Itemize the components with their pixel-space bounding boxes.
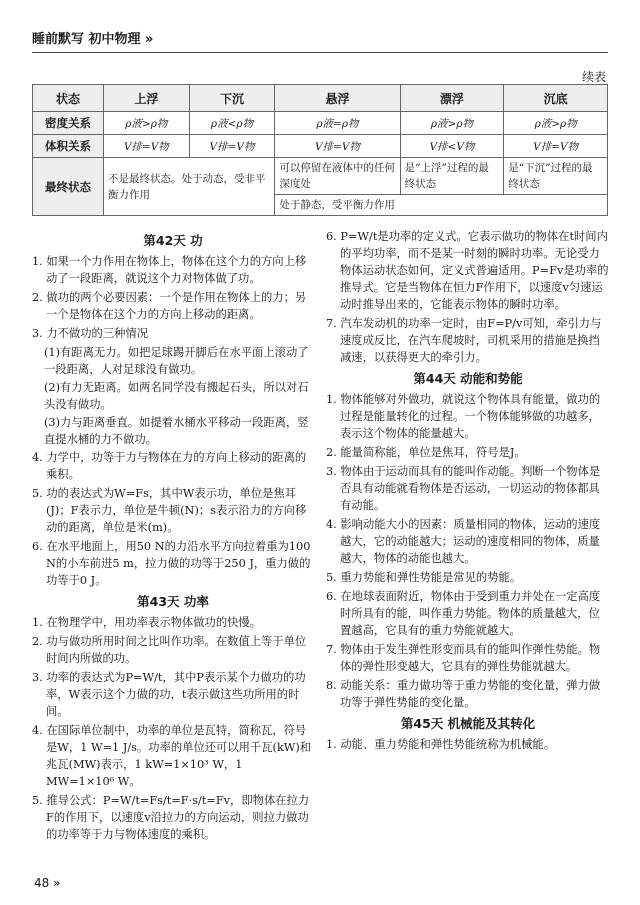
table-header: 上浮 (104, 85, 190, 112)
list-item: 6. 在地球表面附近，物体由于受到重力并处在一定高度时所具有的能，叫作重力势能。物体的质量越大，位置越高，它具有的重力势能就越大。 (326, 590, 601, 637)
right-column (326, 228, 610, 755)
list-item: 3. 功率的表达式为P=W/t，其中P表示某个力做功的功率，W表示这个力做的功，t表示做这些功所用的时间。 (32, 671, 306, 718)
sub-item: (1)有距离无力。如把足球踢开脚后在水平面上滚动了一段距离，人对足球没有做功。 (44, 346, 309, 376)
list-item: 4. 影响动能大小的因素：质量相同的物体，运动的速度越大，它的动能越大；运动的速度相同的物体，质量越大，物体的动能也越大。 (326, 518, 601, 565)
list-item: 8. 动能关系：重力做功等于重力势能的变化量，弹力做功等于弹性势能的变化量。 (326, 679, 601, 709)
continued-label: 续表 (581, 70, 606, 84)
table-row (33, 158, 608, 195)
list-item: 2. 能量简称能，单位是焦耳，符号是J。 (326, 446, 526, 459)
list-item: 1. 如果一个力作用在物体上，物体在这个力的方向上移动了一段距离，就说这个力对物体做了功。 (32, 255, 307, 285)
list-item: 6. 在水平地面上，用50 N的力沿水平方向拉着重为100 N的小车前进5 m，拉力做的功等于250 J，重力做的功等于0 J。 (32, 540, 311, 587)
table-header: 状态 (33, 85, 104, 112)
table-cell: ρ液>ρ物 (504, 112, 608, 135)
left-column (32, 228, 314, 845)
table-header: 悬浮 (275, 85, 400, 112)
section-title: 第45天 机械能及其转化 (400, 716, 536, 731)
list-item: 5. 推导公式：P=W/t=Fs/t=F·s/t=Fv，即物体在拉力F的作用下，以速度v沿拉力的方向运动，则拉力做功的功率等于力与物体速度的乘积。 (32, 794, 310, 841)
list-item: 3. 力不做功的三种情况 (32, 327, 149, 340)
list-item: 4. 力学中，功等于力与物体在力的方向上移动的距离的乘积。 (32, 451, 307, 481)
table-cell: 是“上浮”过程的最终状态 (400, 158, 504, 195)
table-header: 下沉 (189, 85, 275, 112)
sub-item: (2)有力无距离。如两名同学没有搬起石头，所以对石头没有做功。 (44, 381, 309, 411)
running-header: 睡前默写 初中物理 » (32, 32, 154, 47)
list-item: 1. 在物理学中，用功率表示物体做功的快慢。 (32, 616, 262, 629)
row-label: 密度关系 (33, 112, 104, 135)
list-item: 7. 物体由于发生弹性形变而具有的能叫作弹性势能。物体的弹性形变越大，它具有的弹性势能就越大。 (326, 643, 601, 673)
list-item: 7. 汽车发动机的功率一定时，由F=P/v可知，牵引力与速度成反比，在汽车爬坡时，司机采用的措施是换挡减速，以获得更大的牵引力。 (326, 317, 602, 364)
row-label: 体积关系 (33, 135, 104, 158)
table-cell: V排=V物 (189, 135, 275, 158)
page-number: 48 » (34, 876, 61, 890)
table-cell: V排<V物 (400, 135, 504, 158)
section-title: 第44天 动能和势能 (413, 371, 523, 386)
table-cell: V排=V物 (504, 135, 608, 158)
list-item: 2. 功与做功所用时间之比叫作功率。在数值上等于单位时间内所做的功。 (32, 635, 307, 665)
list-item: 6. P=W/t是功率的定义式。它表示做功的物体在t时间内的平均功率，而不是某一时刻的瞬时功率。无论受力物体运动状态如何，定义式普遍适用。P=Fv是功率的推导式。它是当物体在恒力F作用下，以速度v匀速运动时推导出来的，它能表示物体的瞬时功率。 (326, 230, 609, 311)
table-header: 沉底 (504, 85, 608, 112)
table-row (33, 135, 608, 158)
table-cell: ρ液>ρ物 (104, 112, 190, 135)
list-item: 4. 在国际单位制中，功率的单位是瓦特，简称瓦，符号是W，1 W=1 J/s。功率的单位还可以用千瓦(kW)和兆瓦(MW)表示，1 kW=1×10³ W，1 MW=1×10⁶ W。 (32, 724, 312, 788)
row-label: 最终状态 (33, 158, 104, 216)
list-item: 5. 功的表达式为W=Fs，其中W表示功，单位是焦耳(J)；F表示力，单位是牛顿(N)；s表示沿力的方向移动的距离，单位是米(m)。 (32, 487, 307, 534)
list-item: 1. 物体能够对外做功，就说这个物体具有能量，做功的过程是能量转化的过程。一个物体能够做的功越多，表示这个物体的能量越大。 (326, 393, 601, 440)
table-cell: 是“下沉”过程的最终状态 (504, 158, 608, 195)
table-cell: ρ液=ρ物 (275, 112, 400, 135)
table-cell: 不是最终状态。处于动态，受非平衡力作用 (104, 158, 275, 216)
table-row (33, 112, 608, 135)
table-cell: 可以停留在液体中的任何深度处 (275, 158, 400, 195)
table-cell: 处于静态，受平衡力作用 (275, 195, 608, 216)
list-item: 1. 动能、重力势能和弹性势能统称为机械能。 (326, 738, 556, 751)
table-cell: ρ液<ρ物 (189, 112, 275, 135)
section-title: 第43天 功率 (137, 594, 209, 609)
table-cell: V排=V物 (104, 135, 190, 158)
table-header-row (33, 85, 608, 112)
table-cell: ρ液>ρ物 (400, 112, 504, 135)
list-item: 3. 物体由于运动而具有的能叫作动能。判断一个物体是否具有动能就看物体是否运动，一切运动的物体都具有动能。 (326, 465, 601, 512)
buoyancy-table (32, 84, 608, 216)
section-title: 第42天 功 (143, 233, 203, 248)
table-cell: V排=V物 (275, 135, 400, 158)
sub-item: (3)力与距离垂直。如提着水桶水平移动一段距离，竖直提水桶的力不做功。 (44, 416, 309, 446)
list-item: 2. 做功的两个必要因素：一个是作用在物体上的力；另一个是物体在这个力的方向上移动的距离。 (32, 291, 307, 321)
table-header: 漂浮 (400, 85, 504, 112)
header-rule (32, 52, 608, 53)
list-item: 5. 重力势能和弹性势能是常见的势能。 (326, 571, 522, 584)
